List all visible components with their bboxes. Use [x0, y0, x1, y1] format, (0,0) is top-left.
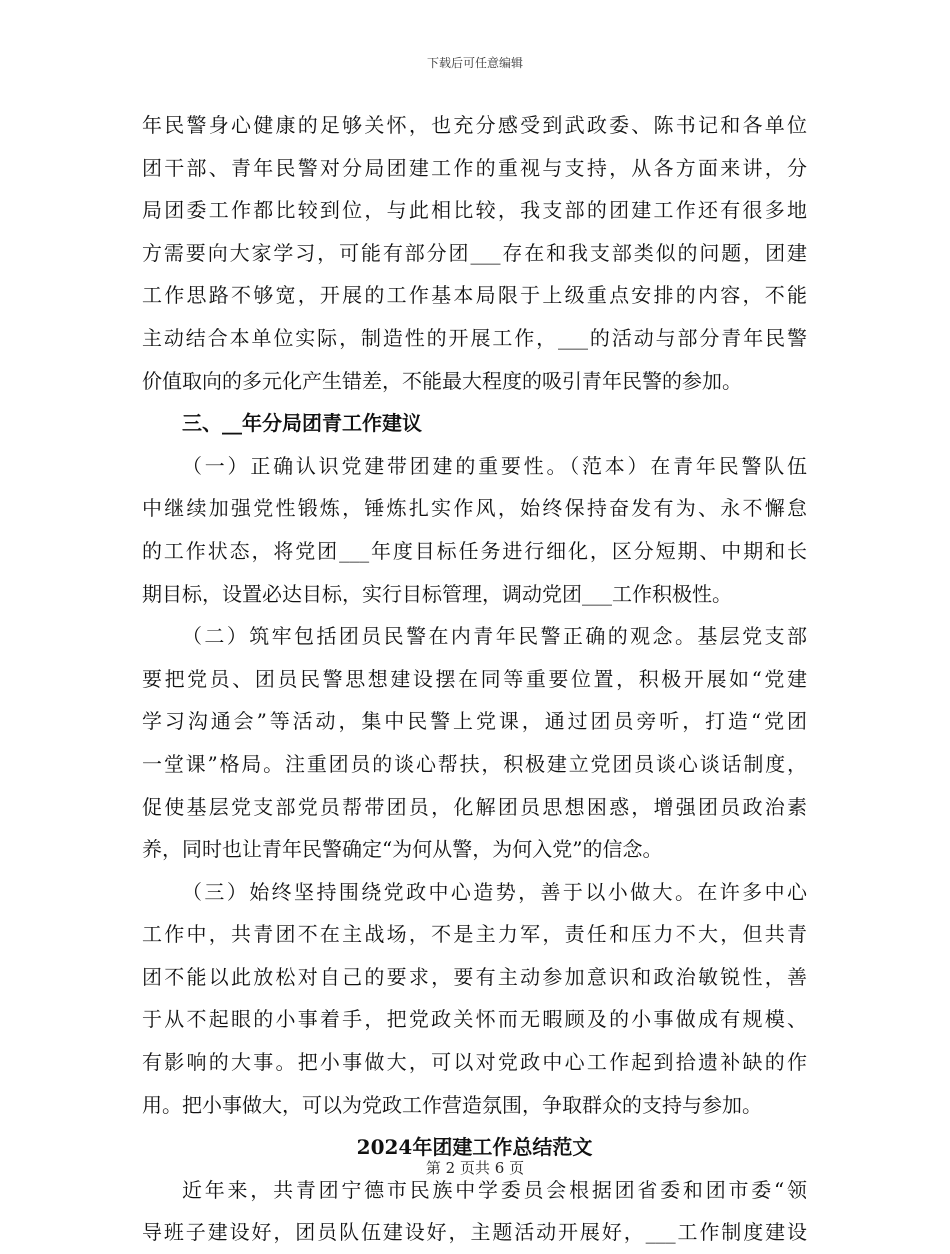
paragraph-line: 中继续加强党性锻炼，锤炼扎实作风，始终保持奋发有为、永不懈怠: [142, 496, 807, 521]
paragraph-line: （二）筑牢包括团员民警在内青年民警正确的观念。基层党支部: [182, 624, 807, 649]
paragraph-line: 学习沟通会”等活动，集中民警上党课，通过团员旁听，打造“党团: [142, 709, 807, 734]
paragraph-line: 养，同时也让青年民警确定“为何从警，为何入党”的信念。: [142, 837, 663, 862]
paragraph-line: 价值取向的多元化产生错差，不能最大程度的吸引青年民警的参加。: [142, 368, 742, 393]
paragraph-line: 局团委工作都比较到位，与此相比较，我支部的团建工作还有很多地: [142, 198, 807, 223]
paragraph-line: 于从不起眼的小事着手，把党政关怀而无暇顾及的小事做成有规模、: [142, 1007, 807, 1032]
page-header: 下载后可任意编辑: [426, 56, 523, 70]
paragraph-line: （一）正确认识党建带团建的重要性。（范本）在青年民警队伍: [182, 453, 807, 478]
paragraph-line: 工作中，共青团不在主战场，不是主力军，责任和压力不大，但共青: [142, 922, 807, 947]
paragraph-line: 用。把小事做大，可以为党政工作营造氛围，争取群众的支持与参加。: [142, 1092, 762, 1117]
paragraph-line: 促使基层党支部党员帮带团员，化解团员思想困惑，增强团员政治素: [142, 794, 807, 819]
paragraph-line: 一堂课”格局。注重团员的谈心帮扶，积极建立党团员谈心谈话制度，: [142, 751, 807, 776]
paragraph-line: 团不能以此放松对自己的要求，要有主动参加意识和政治敏锐性，善: [142, 964, 807, 989]
paragraph-line: 导班子建设好，团员队伍建设好，主题活动开展好，___工作制度建设: [142, 1220, 807, 1245]
paragraph-line: 团干部、青年民警对分局团建工作的重视与支持，从各方面来讲，分: [142, 155, 807, 180]
paragraph-line: 有影响的大事。把小事做大，可以对党政中心工作起到拾遗补缺的作: [142, 1050, 807, 1075]
paragraph-line: 近年来，共青团宁德市民族中学委员会根据团省委和团市委“领: [182, 1177, 807, 1202]
paragraph-line: 主动结合本单位实际，制造性的开展工作，___的活动与部分青年民警: [142, 325, 807, 350]
paragraph-line: 年民警身心健康的足够关怀，也充分感受到武政委、陈书记和各单位: [142, 113, 807, 137]
paragraph-line: 期目标，设置必达目标，实行目标管理，调动党团___工作积极性。: [142, 581, 732, 606]
paragraph-line: 方需要向大家学习，可能有部分团___存在和我支部类似的问题，团建: [142, 240, 807, 265]
paragraph-line: （三）始终坚持围绕党政中心造势，善于以小做大。在许多中心: [182, 879, 807, 904]
document-body: [142, 104, 807, 1254]
section-heading: 三、__年分局团青工作建议: [182, 411, 422, 436]
paragraph-line: 要把党员、团员民警思想建设摆在同等重要位置，积极开展如“党建: [142, 666, 807, 691]
paragraph-line: 的工作状态，将党团___年度目标任务进行细化，区分短期、中期和长: [142, 538, 807, 563]
page-footer: 第 2 页共 6 页: [425, 1159, 525, 1177]
document-title: 2024年团建工作总结范文: [356, 1135, 593, 1160]
paragraph-line: 工作思路不够宽，开展的工作基本局限于上级重点安排的内容，不能: [142, 283, 807, 308]
